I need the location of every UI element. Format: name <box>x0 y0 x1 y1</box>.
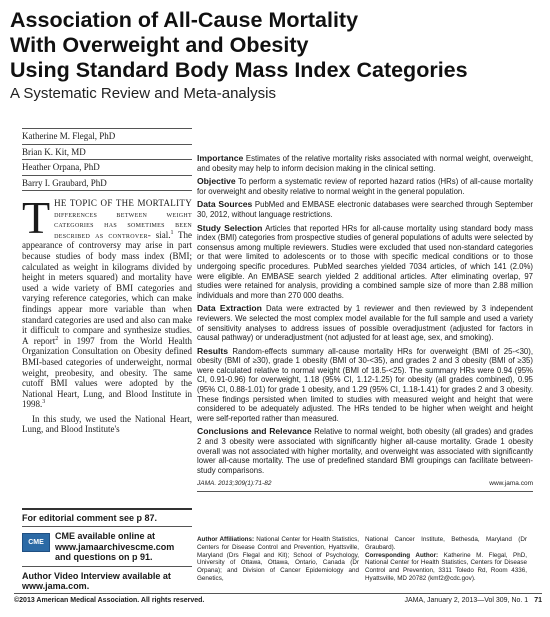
conclusions-text: Relative to normal weight, both obesity (all grades) and grades 2 and 3 obesity were associated with significantly higher all-cause mortality. Grade 1 obesity overall was not associated with higher mortality, and overweight was associated with significantly lower all-cause mortality. The use of predefined standard BMI groupings can facilitate between-study comparisons. <box>197 427 534 475</box>
video-notice <box>22 567 192 592</box>
intro-paragraph-1 <box>22 192 192 410</box>
objective-heading: Objective <box>197 176 236 187</box>
results-heading: Results <box>197 345 229 356</box>
corresponding-author-heading: Corresponding Author: <box>365 551 439 559</box>
journal-citation: JAMA. 2013;309(1):71-82 <box>197 480 272 488</box>
abstract-results <box>197 347 533 424</box>
reference-2: 2 <box>55 335 59 342</box>
reference-3: 3 <box>42 399 46 406</box>
affiliations <box>197 536 533 583</box>
page-footer <box>14 593 542 604</box>
author-1: Katherine M. Flegal, PhD <box>22 129 192 145</box>
copyright-notice: ©2013 American Medical Association. All rights reserved. <box>14 597 205 604</box>
abstract-study-selection <box>197 224 533 301</box>
video-link[interactable]: www.jama.com. <box>22 581 90 591</box>
cme-line-3: and questions on p 91. <box>55 552 153 562</box>
objective-text: To perform a systematic review of reported hazard ratios (HRs) of all-cause mortality for overweight and obesity relative to normal weight in the general population. <box>197 177 533 196</box>
article-subtitle: A Systematic Review and Meta-analysis <box>10 85 276 102</box>
cme-link[interactable]: www.jamaarchivescme.com <box>55 541 175 552</box>
importance-heading: Importance <box>197 153 244 163</box>
data-sources-text: PubMed and EMBASE electronic databases were searched through September 30, 2012, without language restrictions. <box>197 200 533 219</box>
abstract <box>197 154 533 492</box>
study-selection-text: Articles that reported HRs for all-cause mortality using standard body mass index (BMI) categories from prospective studies of general populations of adults were selected by consensus among multiple reviewers. Studies were excluded that used non-standard categories or that were limited to adolescents or to those with specific medical conditions or to those undergoing specific procedures. PubMed searches yielded 7034 articles, of which 141 (2.0%) were eligible. An EMBASE search yielded 2 additional articles. After eliminating overlap, 97 studies were retained for analysis, providing a combined sample size of more than 2.88 million individuals and more than 270 000 deaths. <box>197 223 533 300</box>
results-text: Random-effects summary all-cause mortality HRs for overweight (BMI of 25-<30), obesity (BMI of ≥30), grade 1 obesity (BMI of 30-<35), and grades 2 and 3 obesity (BMI of ≥35) were calculated relative to normal weight (BMI of 18.5-<25). The summary HRs were 0.94 (95% CI, 0.91-0.96) for overweight, 1.18 (95% CI, 1.12-1.25) for obesity (all grades combined), 0.95 (95% CI, 0.88-1.01) for grade 1 obesity, and 1.29 (95% CI, 1.18-1.41) for grades 2 and 3 obesity. These findings persisted when limited to studies with measured weight and height that were considered to be adequately adjusted. The HRs tended to be higher when weight and height were self-reported rather than measured. <box>197 346 534 423</box>
journal-issue: JAMA, January 2, 2013—Vol 309, No. 1 <box>404 597 529 604</box>
abstract-data-extraction <box>197 304 533 342</box>
article-title-line-3: Using Standard Body Mass Index Categories <box>10 58 468 82</box>
intro-text-b: The appearance of controversy may arise in part because studies of body mass index (BMI; calculated as weight in kilograms divided by height in meters squared) and mortality have used a wide variety of BMI categories and varying reference categories, which can make findings appear more variable than when standard categories are used and also can make it difficult to compare and synthesize studies. A report <box>22 229 192 346</box>
reference-1: 1 <box>170 229 174 236</box>
article-title-line-1: Association of All-Cause Mortality <box>10 8 359 32</box>
page-number: 71 <box>534 597 542 604</box>
data-extraction-heading: Data Extraction <box>197 303 262 314</box>
abstract-objective <box>197 177 533 196</box>
cme-notice <box>22 527 192 567</box>
study-selection-heading: Study Selection <box>197 222 263 233</box>
conclusions-heading: Conclusions and Relevance <box>197 426 312 437</box>
author-3: Heather Orpana, PhD <box>22 160 192 176</box>
introduction-text <box>22 192 192 435</box>
cme-line-1: CME available online at <box>55 531 156 541</box>
intro-text-c: in 1997 from the World Health Organization Consultation on Obesity defined BMI-based categories of underweight, normal weight, preobesity, and obesity. The same cutoff BMI values were adopted by the National Heart, Lung, and Blood Institute in 1998. <box>22 335 192 410</box>
affiliations-text-2: National Cancer Institute, Bethesda, Maryland (Dr Graubard). <box>365 536 527 551</box>
cme-logo-icon: CME <box>22 533 50 552</box>
data-extraction-text: Data were extracted by 1 reviewer and then reviewed by 3 independent reviewers. We selected the most complex model available for the full sample and used a variety of sensitivity analyses to address issues of possible overadjustment (adjusted for factors in causal pathway) or underadjustment (not adjusted for at least age, sex, and smoking). <box>197 304 533 343</box>
abstract-conclusions <box>197 427 533 475</box>
drop-cap: T <box>22 192 51 243</box>
affiliations-text: National Center for Health Statistics, Centers for Disease Control and Prevention, Hyattsville, Maryland (Drs Flegal and Kit); School of Psychology, University of Ottawa, Ottawa, Ontario, Canada (Dr Orpana); and Division of Cancer Epidemiology and Genetics, <box>197 536 359 582</box>
title-block <box>10 8 542 103</box>
article-title-line-2: With Overweight and Obesity <box>10 33 309 57</box>
abstract-importance <box>197 154 533 173</box>
left-column <box>22 128 192 435</box>
video-line-1: Author Video Interview available at <box>22 570 171 581</box>
importance-text: Estimates of the relative mortality risks associated with normal weight, overweight, and obesity may help to inform decision making in the clinical setting. <box>197 154 533 173</box>
journal-url-link[interactable]: www.jama.com <box>489 480 533 488</box>
intro-text-a: sial. <box>155 229 171 240</box>
citation-line <box>197 479 533 492</box>
affiliations-col-1 <box>197 536 365 583</box>
intro-lead-in: HE TOPIC OF THE MORTALITY differences between weight categories has sometimes been described as controver- <box>54 198 192 240</box>
affiliations-col-2 <box>365 536 533 583</box>
editorial-comment-note: For editorial comment see p 87. <box>22 508 192 527</box>
affiliations-heading: Author Affiliations: <box>197 536 255 543</box>
abstract-data-sources <box>197 200 533 219</box>
data-sources-heading: Data Sources <box>197 199 253 210</box>
corresponding-author-text: Katherine M. Flegal, PhD, National Center for Health Statistics, Centers for Disease Control and Prevention, 3311 Toledo Rd, Room 4336, Hyattsville, MD 20782 (kmf2@cdc.gov). <box>365 551 528 582</box>
author-4: Barry I. Graubard, PhD <box>22 176 192 192</box>
author-list <box>22 128 192 191</box>
sidebar-notices <box>22 508 192 592</box>
intro-paragraph-2: In this study, we used the National Heart, Lung, and Blood Institute's <box>22 413 192 435</box>
author-2: Brian K. Kit, MD <box>22 145 192 161</box>
